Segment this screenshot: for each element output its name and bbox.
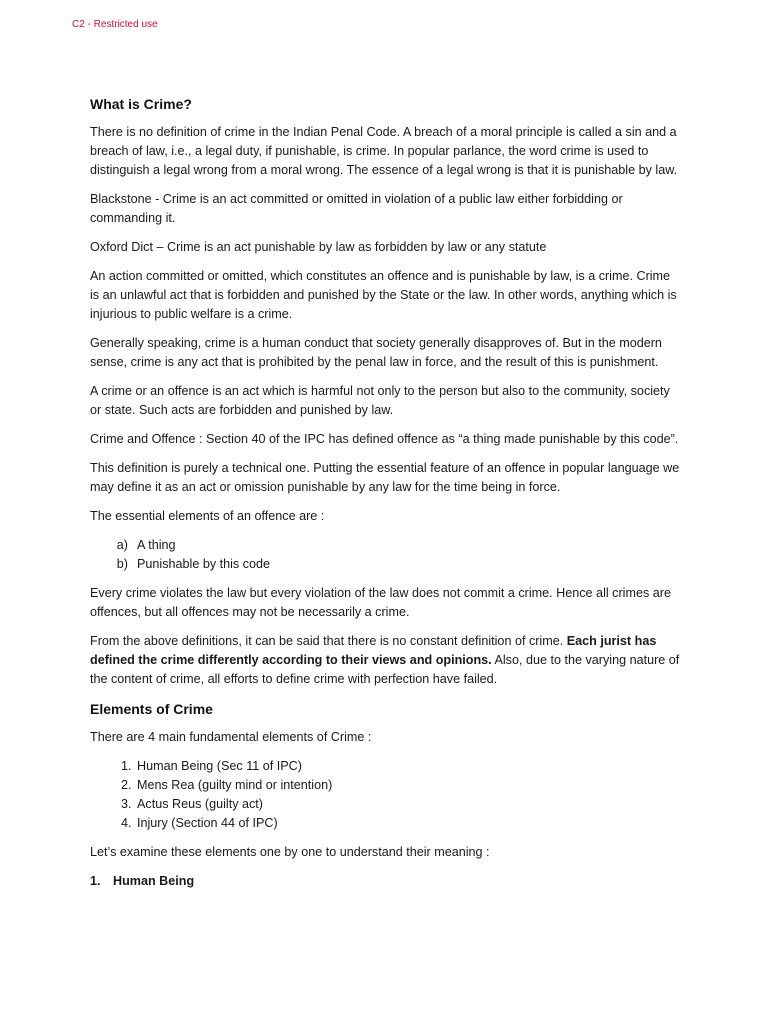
subheading-text: Human Being	[113, 874, 195, 888]
list-item: 1. Human Being (Sec 11 of IPC)	[135, 757, 680, 776]
paragraph: Blackstone - Crime is an act committed or omitted in violation of a public law either forbidding or commanding it.	[90, 192, 623, 225]
paragraph: The essential elements of an offence are :	[90, 509, 325, 523]
list-item: a. A thing	[135, 536, 680, 555]
paragraph: A crime or an offence is an act which is harmful not only to the person but also to the community, society or state. Such acts are forbidden and punished by law.	[90, 384, 670, 417]
list-item: 3. Actus Reus (guilty act)	[135, 795, 680, 814]
conclusion-paragraph	[90, 632, 680, 689]
section-heading-elements-of-crime: Elements of Crime	[90, 701, 213, 717]
paragraph: Generally speaking, crime is a human conduct that society generally disapproves of. But in the modern sense, crime is any act that is prohibited by the penal law in force, and the result of this is punishment.	[90, 336, 662, 369]
paragraph: There is no definition of crime in the Indian Penal Code. A breach of a moral principle is called a sin and a breach of law, i.e., a legal duty, if punishable, is crime. In popular parlance, the word crime is used to distinguish a legal wrong from a moral wrong. The essence of a legal wrong is that it is punishable by law.	[90, 125, 678, 177]
subheading-number: 1.	[90, 874, 101, 888]
conclusion-start: From the above definitions, it can be said that there is no constant definition of crime.	[90, 634, 567, 648]
paragraph: An action committed or omitted, which constitutes an offence and is punishable by law, is a crime. Crime is an unlawful act that is forbidden and punished by the State or the law. In other words, anything which is injurious to public welfare is a crime.	[90, 269, 677, 321]
conclusion-end: Also, due to the varying nature of the content of crime, all efforts to define crime with perfection have failed.	[90, 653, 680, 686]
paragraph: Oxford Dict – Crime is an act punishable by law as forbidden by law or any statute	[90, 240, 547, 254]
crime-elements-list	[90, 757, 680, 833]
paragraph: Let’s examine these elements one by one to understand their meaning :	[90, 845, 490, 859]
conclusion-bold: Each jurist has defined the crime differently according to their views and opinions.	[90, 634, 657, 667]
paragraph: Crime and Offence : Section 40 of the IPC has defined offence as “a thing made punishable by this code”.	[90, 432, 679, 446]
section-heading-what-is-crime: What is Crime?	[90, 96, 192, 112]
paragraph: There are 4 main fundamental elements of Crime :	[90, 730, 372, 744]
offence-elements-list	[90, 536, 680, 574]
paragraph: This definition is purely a technical one. Putting the essential feature of an offence in popular language we may define it as an act or omission punishable by any law for the time being in force.	[90, 461, 680, 494]
list-item: 2. Mens Rea (guilty mind or intention)	[135, 776, 680, 795]
list-item: b. Punishable by this code	[135, 555, 680, 574]
classification-label: C2 - Restricted use	[72, 19, 158, 30]
document-body	[90, 94, 680, 891]
paragraph: Every crime violates the law but every violation of the law does not commit a crime. Hence all crimes are offences, but all offences may not be necessarily a crime.	[90, 586, 671, 619]
list-item: 4. Injury (Section 44 of IPC)	[135, 814, 680, 833]
subheading-human-being	[90, 872, 680, 891]
